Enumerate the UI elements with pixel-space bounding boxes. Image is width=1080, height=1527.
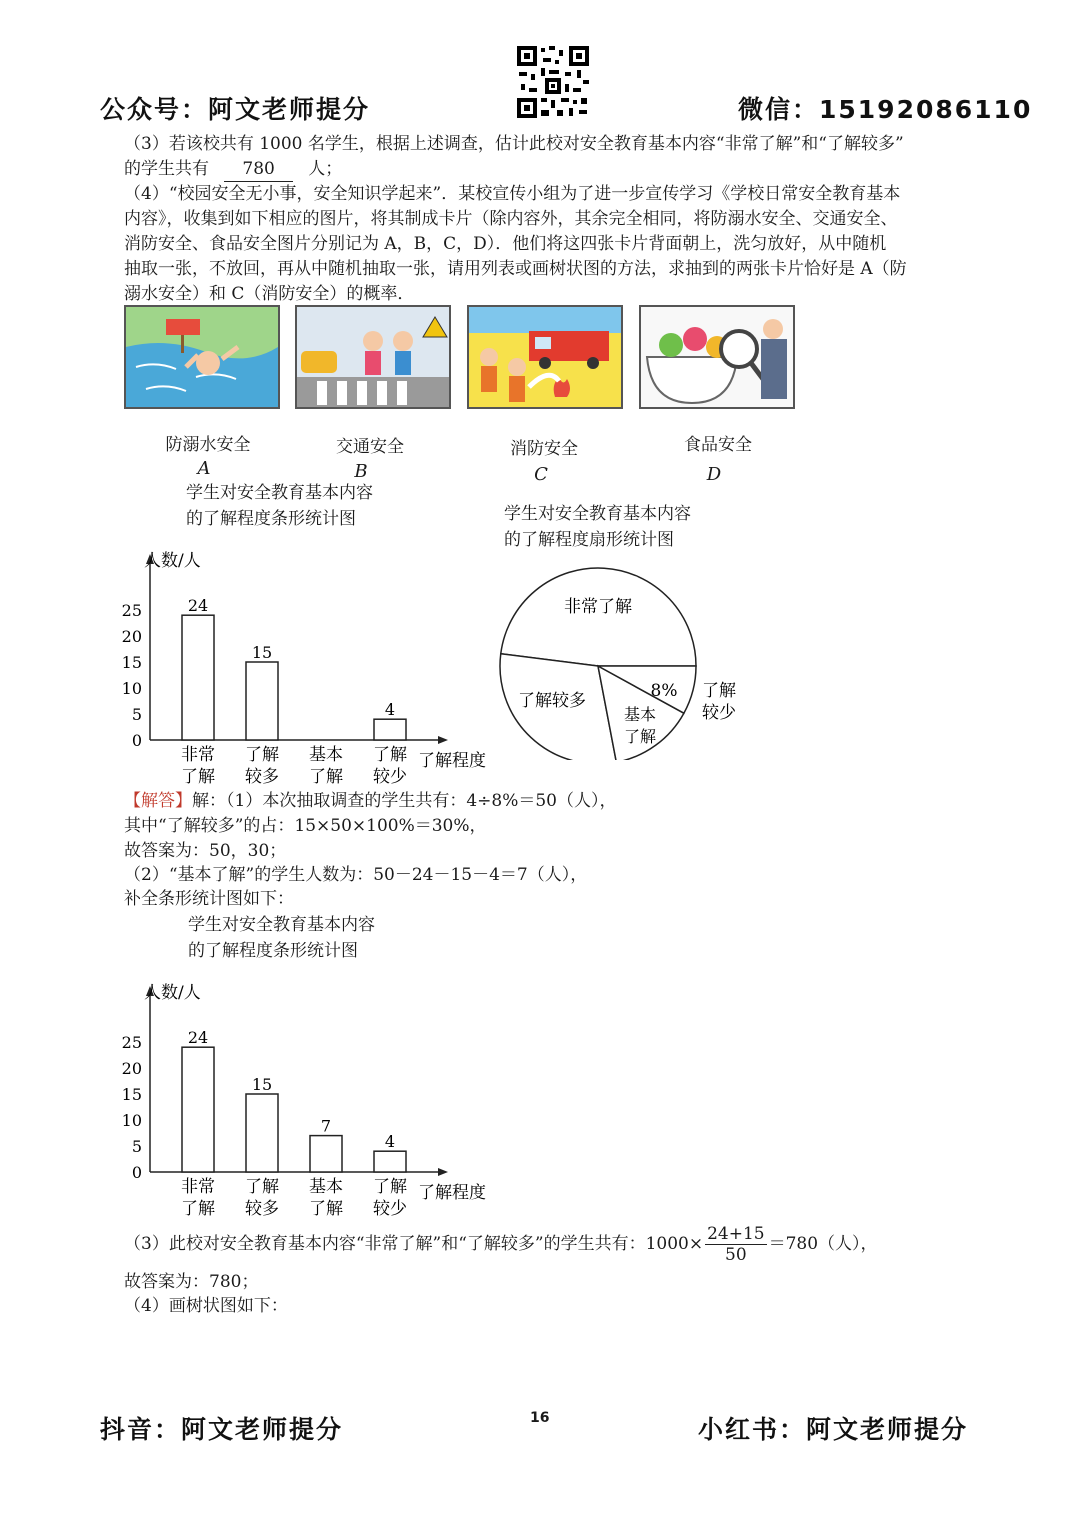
bar-chart-1	[110, 540, 510, 790]
pie-label-2-line1: 基本	[623, 705, 657, 724]
bar-chart-2-ylabel: 人数/人	[144, 983, 201, 1003]
answer-blank: 780	[224, 157, 292, 182]
bar-chart-1-ylabel: 人数/人	[144, 551, 201, 571]
bar-chart-1-category-0-line1: 非常	[181, 745, 215, 765]
question-4-line2: 内容》，收集到如下相应的图片，将其制成卡片（除内容外，其余完全相同，将防溺水安全、交通安全、	[124, 209, 898, 229]
bar-chart-1-category-1-line2: 较多	[245, 767, 279, 787]
answer-line3: 故答案为：50，30；	[124, 841, 287, 861]
bar-chart-1-category-0-line2: 了解	[181, 767, 215, 787]
bar-chart-1-category-2-line1: 基本	[309, 745, 343, 765]
question-3-line2: 的学生共有 780 人；	[124, 157, 342, 182]
pie-chart-title: 学生对安全教育基本内容 的了解程度扇形统计图	[504, 504, 691, 550]
bar-chart-2-value-label-2: 7	[320, 1116, 332, 1136]
card-b-caption: 交通安全	[336, 437, 404, 457]
bar-chart-2-bar-0	[182, 1047, 214, 1172]
bar-chart-2-ytick-5: 5	[131, 1137, 142, 1156]
bar-chart-1-bar-1	[246, 662, 278, 740]
pie-slice-0	[501, 568, 696, 666]
bar-chart-1-category-3-line2: 较少	[373, 767, 407, 787]
card-a	[124, 305, 280, 409]
bar-chart-1-ytick-10: 10	[121, 679, 142, 698]
bar-chart-1-value-label-3: 4	[384, 700, 396, 720]
card-c-letter: C	[534, 464, 548, 485]
question-4-line4: 抽取一张，不放回，再从中随机抽取一张，请用列表或画树状图的方法，求抽到的两张卡片恰好是 A（防	[124, 259, 907, 279]
drowning-safety-illustration-icon	[126, 307, 278, 407]
bar-chart-2-category-1-line2: 较多	[245, 1199, 279, 1219]
pie-label-3-line2: 较少	[702, 703, 736, 723]
answer-line5: 补全条形统计图如下：	[124, 889, 294, 909]
bar-chart-2-category-3-line1: 了解	[373, 1177, 407, 1197]
question-4-line3: 消防安全、食品安全图片分别记为 A，B，C，D）．他们将这四张卡片背面朝上，洗匀放好，从中随机	[124, 234, 887, 254]
bar-chart-1-category-1-line1: 了解	[245, 745, 279, 765]
bar-chart-2-title: 学生对安全教育基本内容 的了解程度条形统计图	[188, 915, 375, 961]
bar-chart-2-x-arrow-icon	[438, 1168, 448, 1176]
bar-chart-2-ytick-10: 10	[121, 1111, 142, 1130]
pie-label-3-line1: 了解	[702, 681, 736, 701]
fire-safety-illustration-icon	[469, 307, 621, 407]
bar-chart-1-ytick-5: 5	[131, 705, 142, 724]
bar-chart-2-category-2-line2: 了解	[309, 1199, 343, 1219]
header-right: 微信：15192086110	[738, 95, 1033, 124]
bar-chart-1-title: 学生对安全教育基本内容 的了解程度条形统计图	[186, 483, 373, 529]
pie-percent-label: 8%	[650, 681, 678, 701]
footer-right: 小红书：阿文老师提分	[698, 1415, 969, 1444]
bar-chart-2	[110, 972, 510, 1222]
bar-chart-1-ytick-15: 15	[121, 653, 142, 672]
bar-chart-1-ytick-20: 20	[121, 627, 142, 646]
fraction: $\frac{24+15}{50}$	[707, 1224, 765, 1265]
qr-code-icon	[515, 44, 591, 120]
bar-chart-1-x-arrow-icon	[438, 736, 448, 744]
bar-chart-2-category-0-line1: 非常	[181, 1177, 215, 1197]
bar-chart-2-value-label-0: 24	[187, 1028, 209, 1048]
food-safety-illustration-icon	[641, 307, 793, 407]
bar-chart-2-bar-3	[374, 1151, 406, 1172]
pie-label-0: 非常了解	[564, 597, 632, 617]
answer-line7: 故答案为：780；	[124, 1272, 259, 1292]
footer-left: 抖音：阿文老师提分	[100, 1415, 344, 1444]
bar-chart-1-bar-3	[374, 719, 406, 740]
bar-chart-1-ytick-25: 25	[121, 601, 142, 620]
bar-chart-2-bar-2	[310, 1136, 342, 1172]
card-d-caption: 食品安全	[684, 435, 752, 455]
bar-chart-2-category-0-line2: 了解	[181, 1199, 215, 1219]
answer-line6: （3）此校对安全教育基本内容“非常了解”和“了解较多”的学生共有：1000× $\frac{24+15}{50}$ ＝780（人），	[124, 1224, 878, 1265]
bar-chart-1-value-label-1: 15	[251, 643, 273, 662]
bar-chart-1-ytick-0: 0	[131, 731, 142, 750]
bar-chart-2-ytick-25: 25	[121, 1033, 142, 1052]
question-4-line5: 溺水安全）和 C（消防安全）的概率．	[124, 284, 415, 304]
bar-chart-2-ytick-15: 15	[121, 1085, 142, 1104]
card-a-caption: 防溺水安全	[165, 435, 251, 455]
bar-chart-1-bar-0	[182, 615, 214, 740]
answer-line1: 【解答】解：（1）本次抽取调查的学生共有：4÷8%＝50（人），	[124, 791, 617, 811]
bar-chart-1-category-2-line2: 了解	[309, 767, 343, 787]
bar-chart-1-xlabel: 了解程度	[418, 751, 486, 771]
card-b	[295, 305, 451, 409]
page-number: 16	[530, 1410, 550, 1426]
bar-chart-2-value-label-3: 4	[384, 1132, 396, 1152]
card-d-letter: D	[706, 464, 722, 485]
card-d	[639, 305, 795, 409]
card-b-letter: B	[354, 461, 368, 482]
question-3-line1: （3）若该校共有 1000 名学生，根据上述调查，估计此校对安全教育基本内容“非常了解”和“了解较多”	[124, 134, 904, 154]
card-a-letter: A	[197, 458, 211, 479]
answer-line2: 其中“了解较多”的占：15×50×100%＝30%，	[124, 816, 487, 836]
bar-chart-2-ytick-0: 0	[131, 1163, 142, 1182]
bar-chart-2-category-3-line2: 较少	[373, 1199, 407, 1219]
bar-chart-2-xlabel: 了解程度	[418, 1183, 486, 1203]
answer-line8: （4）画树状图如下：	[124, 1296, 288, 1316]
card-c-caption: 消防安全	[510, 439, 578, 459]
bar-chart-2-value-label-1: 15	[251, 1075, 273, 1094]
bar-chart-1-value-label-0: 24	[187, 596, 209, 616]
bar-chart-2-category-2-line1: 基本	[309, 1177, 343, 1197]
bar-chart-2-ytick-20: 20	[121, 1059, 142, 1078]
pie-label-1: 了解较多	[518, 691, 586, 711]
answer-tag: 【解答】	[124, 791, 192, 811]
traffic-safety-illustration-icon	[297, 307, 449, 407]
question-4-line1: （4）“校园安全无小事，安全知识学起来”．某校宣传小组为了进一步宣传学习《学校日常安全教育基本	[124, 184, 901, 204]
pie-chart	[480, 560, 760, 760]
header-left: 公众号：阿文老师提分	[100, 95, 371, 124]
bar-chart-2-bar-1	[246, 1094, 278, 1172]
pie-label-2-line2: 了解	[623, 727, 657, 746]
bar-chart-2-category-1-line1: 了解	[245, 1177, 279, 1197]
bar-chart-1-category-3-line1: 了解	[373, 745, 407, 765]
card-c	[467, 305, 623, 409]
answer-line4: （2）“基本了解”的学生人数为：50－24－15－4＝7（人），	[124, 865, 588, 885]
